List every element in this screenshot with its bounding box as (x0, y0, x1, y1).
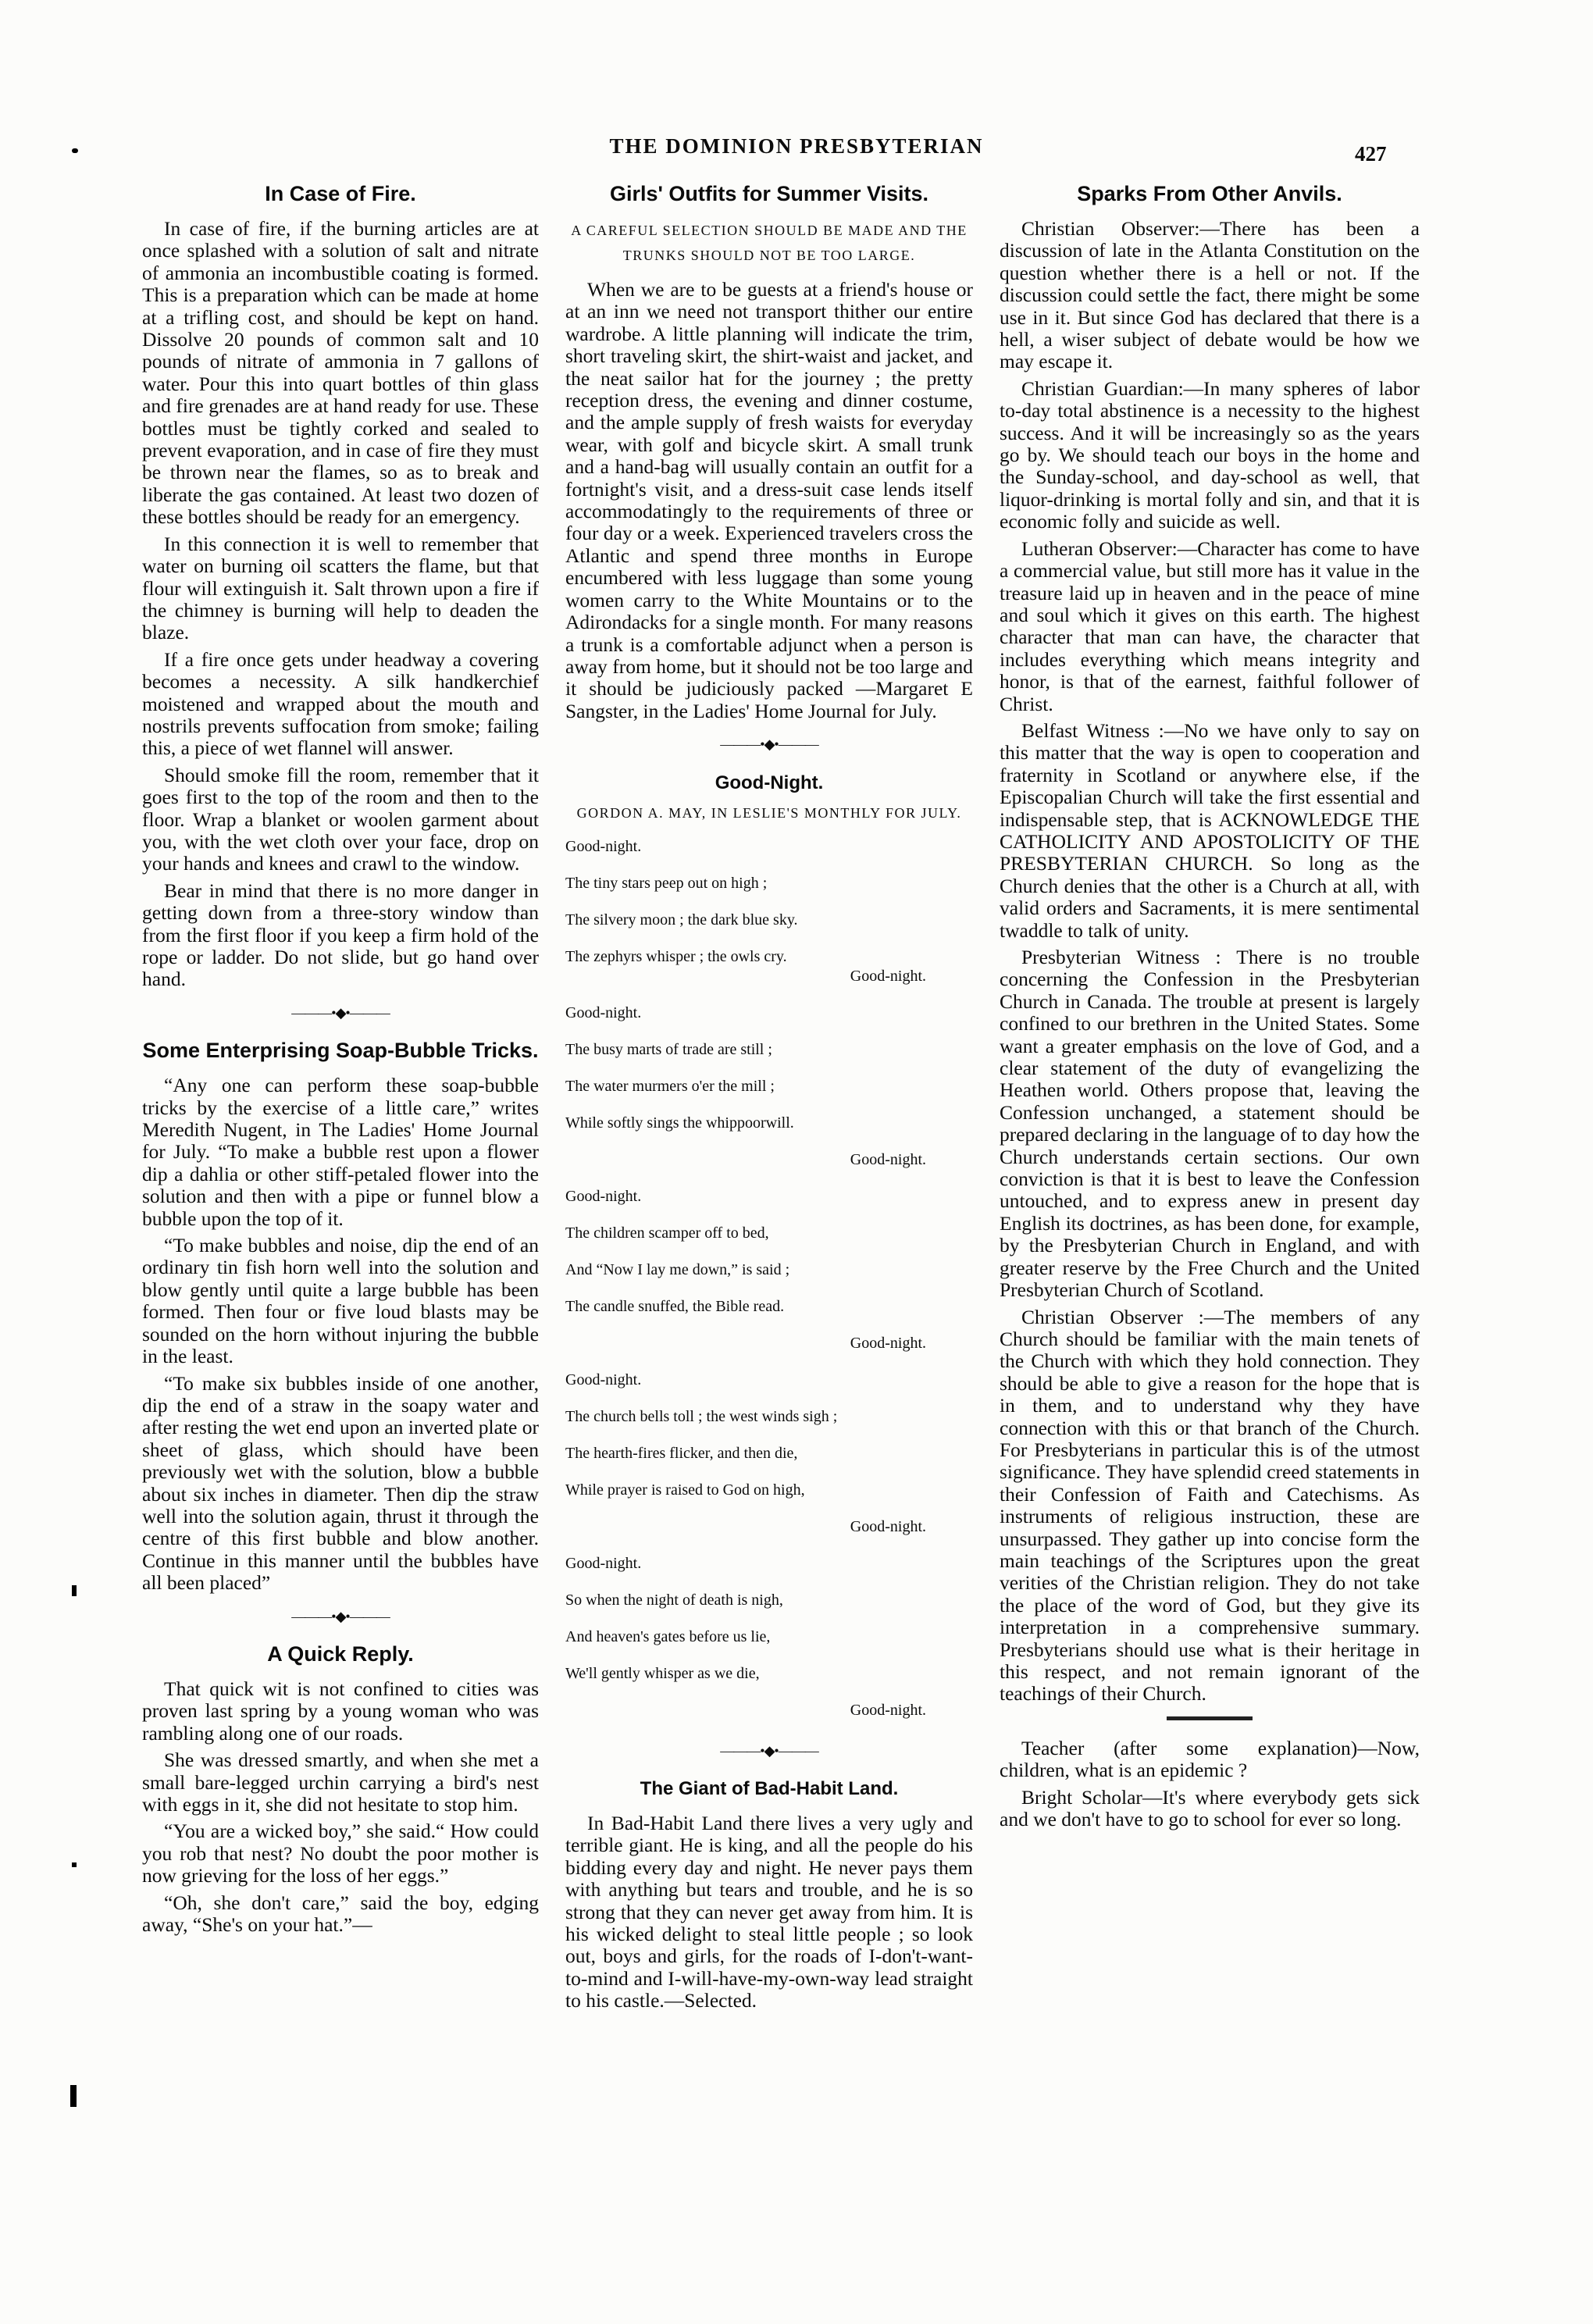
poem-line: Good-night. (565, 1371, 642, 1388)
poem-refrain: Good-night. (850, 1517, 926, 1535)
paragraph: Christian Observer :—The members of any Church should be familiar with the main tenets of the Church with which they hold connection. They should be able to give a reason for the hope that is in them, and to understand why they have connection with this or that branch of the Church. For Presbyterians in particular this is of the utmost significance. They have splendid creed statements in their Confession of Faith and Catechisms. As instruments of religious instruction, these are unsurpassed. They gather up into concise form the main teachings of the Scriptures upon the great verities of the Christian religion. They do not take the place of the word of God, but they give its interpretation in a comprehensive summary. Presbyterians should use what is their heritage in this respect, and not remain ignorant of the teachings of their Church. (1000, 1305, 1420, 1706)
poem-line: Good-night. (565, 1187, 642, 1205)
poem-line: Good-night. (565, 1003, 642, 1021)
poem-line: So when the night of death is nigh, (565, 1591, 783, 1609)
ornament-divider: ———•◆•——— (291, 1004, 390, 1021)
page-number: 427 (1355, 142, 1387, 166)
poem-line: The hearth-fires flicker, and then die, (565, 1444, 798, 1462)
margin-mark (70, 2085, 77, 2107)
paragraph: “You are a wicked boy,” she said.“ How could you rob that nest? No doubt the poor mother is now grieving for the loss of her eggs.” (142, 1820, 539, 1887)
article-subheading: A CAREFUL SELECTION SHOULD BE MADE AND THE TRUNKS SHOULD NOT BE TOO LARGE. (571, 223, 968, 263)
poem-line: The tiny stars peep out on high ; (565, 874, 768, 892)
poem-refrain: Good-night. (850, 967, 926, 985)
paragraph: In Bad-Habit Land there lives a very ugly and terrible giant. He is king, and all the people do his bidding every day and night. He never pays them with anything but tears and trouble, and he is so strong that they can never get away from him. It is his wicked delight to steal little people ; so look out, boys and girls, for the roads of I-don't-want-to-mind and I-will-have-my-own-way lead straight to his castle.—Selected. (565, 1811, 973, 2012)
paragraph: When we are to be guests at a friend's house or at an inn we need not transport thither our entire wardrobe. A little planning will indicate the trim, short traveling skirt, the shirt-waist and jacket, and the neat sailor hat for the journey ; the pretty reception dress, the evening and dinner costume, and the ample supply of fresh waists for everyday wear, with golf and bicycle skirt. A small trunk and a hand-bag will usually contain an outfit for a fortnight's visit, and a dress-suit case lends itself accommodatingly to the requirements of three or four day or a week. Experienced travelers cross the Atlantic and spend three months in Europe encumbered with less luggage than some young women carry to the White Mountains or to the Adirondacks for a single month. For many reasons a trunk is a comfortable adjunct when a person is away from home, but it should not be too large and it should be judiciously packed —Margaret E Sangster, in the Ladies' Home Journal for July. (565, 278, 973, 722)
short-rule-divider (1167, 1716, 1253, 1720)
poem-line: While softly sings the whippoorwill. (565, 1114, 794, 1132)
margin-mark (72, 1585, 77, 1596)
paragraph: If a fire once gets under headway a covering becomes a necessity. A silk handkerchief moistened and wrapped about the mouth and nostrils prevents suffocation from smoke; failing this, a piece of wet flannel will answer. (142, 647, 539, 760)
paragraph: Bear in mind that there is no more danger in getting down from a three-story window than from the first floor if you keep a firm hold of the rope or ladder. Do not slide, but go hand over hand. (142, 879, 539, 991)
poem-line: The zephyrs whisper ; the owls cry. (565, 947, 787, 965)
poem-line: We'll gently whisper as we die, (565, 1664, 760, 1682)
paragraph: “To make six bubbles inside of one another, dip the end of a straw in the soapy water and after resting the wet end upon an inverted plate or sheet of glass, which should have been previously wet with the solution, blow a bubble about six inches in diameter. Then dip the straw well into the solution again, thrust it through the centre of this first bubble and blow another. Continue in this manner until the bubbles have all been placed” (142, 1371, 539, 1595)
ornament-divider: ———•◆•——— (291, 1608, 390, 1624)
paragraph: That quick wit is not confined to cities was proven last spring by a young woman who was rambling along one of our roads. (142, 1677, 539, 1745)
poem-refrain: Good-night. (850, 1334, 926, 1352)
poem-line: The water murmers o'er the mill ; (565, 1077, 775, 1095)
paragraph: Christian Observer:—There has been a discussion of late in the Atlanta Constitution on the question whether there is a hell or not. If the discussion could settle the fact, there might be some use in it. But since God has declared that there is a hell, a wiser subject of debate would be how we may escape it. (1000, 217, 1420, 373)
poem-line: The children scamper off to bed, (565, 1224, 769, 1242)
poem-byline: GORDON A. MAY, IN LESLIE'S MONTHLY FOR JULY. (576, 804, 962, 821)
article-heading-quick-reply: A Quick Reply. (267, 1641, 414, 1666)
column-right (1000, 178, 1420, 1835)
poem-line: The church bells toll ; the west winds sigh ; (565, 1407, 838, 1425)
paragraph: “To make bubbles and noise, dip the end of an ordinary tin fish horn well into the solution and blow gently until quite a large bubble has been formed. Then four or five loud blasts may be sounded on the horn without injuring the bubble in the least. (142, 1234, 539, 1368)
poem-refrain: Good-night. (850, 1150, 926, 1168)
margin-mark (72, 1862, 77, 1867)
paragraph: In case of fire, if the burning articles are at once splashed with a solution of salt and nitrate of ammonia an incombustible coating is formed. This is a preparation which can be made at home at a trifling cost, and should be kept on hand. Dissolve 20 pounds of common salt and 10 pounds of nitrate of ammonia in 7 gallons of water. Pour this into quart bottles of thin glass and fire grenades are at hand ready for use. These bottles must be tightly corked and sealed to prevent evaporation, and in case of fire they must be thrown near the flames, so as to break and liberate the gas contained. At least two dozen of these bottles should be ready for an emergency. (142, 217, 539, 529)
poem-line: Good-night. (565, 1554, 642, 1572)
article-heading-outfits: Girls' Outfits for Summer Visits. (609, 182, 929, 205)
paragraph: “Any one can perform these soap-bubble tricks by the exercise of a little care,” writes Meredith Nugent, in The Ladies' Home Journal for July. “To make a bubble rest upon a flower dip a dahlia or other stiff-petaled flower into the solution and then with a pipe or funnel blow a bubble upon the top of it. (142, 1074, 539, 1230)
article-heading-soap-bubble: Some Enterprising Soap-Bubble Tricks. (142, 1039, 539, 1063)
column-middle (565, 178, 973, 2017)
poem-heading: Good-Night. (715, 772, 824, 793)
poem-line: And “Now I lay me down,” is said ; (565, 1260, 790, 1278)
poem-line: The candle snuffed, the Bible read. (565, 1297, 785, 1315)
paragraph: “Oh, she don't care,” said the boy, edging away, “She's on your hat.”— (142, 1891, 539, 1937)
poem-line: The silvery moon ; the dark blue sky. (565, 911, 798, 929)
article-heading-giant: The Giant of Bad-Habit Land. (640, 1777, 899, 1799)
article-heading-fire: In Case of Fire. (265, 182, 416, 205)
paragraph: Lutheran Observer:—Character has come to have a commercial value, but still more has it value in the treasure laid up in heaven and in the peace of mine and soul which it gives on this earth. The highest character that man can have, the character that includes everything which means integrity and honor, is that of the earnest, faithful follower of Christ. (1000, 536, 1420, 715)
poem-line: The busy marts of trade are still ; (565, 1040, 772, 1058)
margin-mark (72, 148, 78, 153)
paragraph: In this connection it is well to remember that water on burning oil scatters the flame, but that flour will extinguish it. Salt thrown upon a fire if the chimney is burning will help to deaden the blaze. (142, 532, 539, 644)
masthead: THE DOMINION PRESBYTERIAN (609, 134, 984, 158)
paragraph: Should smoke fill the room, remember that it goes first to the top of the room and then to the floor. Wrap a blanket or woolen garment about you, with the wet cloth over your face, drop on your hands and knees and crawl to the window. (142, 763, 539, 875)
poem-refrain: Good-night. (850, 1701, 926, 1719)
poem-line: Good-night. (565, 837, 642, 855)
paragraph: Belfast Witness :—No we have only to say on this matter that the way is open to cooperation and fraternity in Scotland or anywhere else, if the Episcopalian Church will take the first essential and indispensable step, that is ACKNOWLEDGE THE CATHOLICITY AND APOSTOLICITY OF THE PRESBYTERIAN CHURCH. So long as the Church denies that the other is a Church at all, with valid orders and Sacraments, it is mere sentimental twaddle to talk of unity. (1000, 718, 1420, 942)
poem-body (565, 829, 973, 1729)
paragraph: Teacher (after some explanation)—Now, children, what is an epidemic ? (1000, 1736, 1420, 1782)
paragraph: Presbyterian Witness : There is no trouble concerning the Confession in the Presbyterian Church in Canada. The trouble at present is largely confined to our brethren in the United States. Some want a greater emphasis on the love of God, and a clear statement of the duty of evangelizing the Heathen world. Others propose that, leaving the Confession unchanged, a statement should be prepared declaring in the language of to day how the Church understands certain sections. Our own conviction is that it is best to leave the Confession untouched, and to express anew in present day English its doctrines, as has been done, for example, by the Presbyterian Church in England, and with greater reserve by the Free Church and the United Presbyterian Church of Scotland. (1000, 946, 1420, 1302)
ornament-divider: ———•◆•——— (720, 736, 818, 753)
paragraph: Christian Guardian:—In many spheres of labor to-day total abstinence is a necessity to the highest success. And it will be increasingly so as the years go by. We should teach our boys in the home and the Sunday-school, and day-school as well, that liquor-drinking is mortal folly and sin, and that it is economic folly and suicide as well. (1000, 376, 1420, 533)
paragraph: She was dressed smartly, and when she met a small bare-legged urchin carrying a bird's nest with eggs in it, she did not hesitate to stop him. (142, 1748, 539, 1816)
poem-line: While prayer is raised to God on high, (565, 1481, 805, 1499)
column-left (142, 178, 539, 1941)
paragraph: Bright Scholar—It's where everybody gets sick and we don't have to go to school for ever so long. (1000, 1785, 1420, 1831)
poem-line: And heaven's gates before us lie, (565, 1627, 771, 1645)
ornament-divider: ———•◆•——— (720, 1742, 818, 1759)
article-heading-sparks: Sparks From Other Anvils. (1077, 182, 1342, 205)
